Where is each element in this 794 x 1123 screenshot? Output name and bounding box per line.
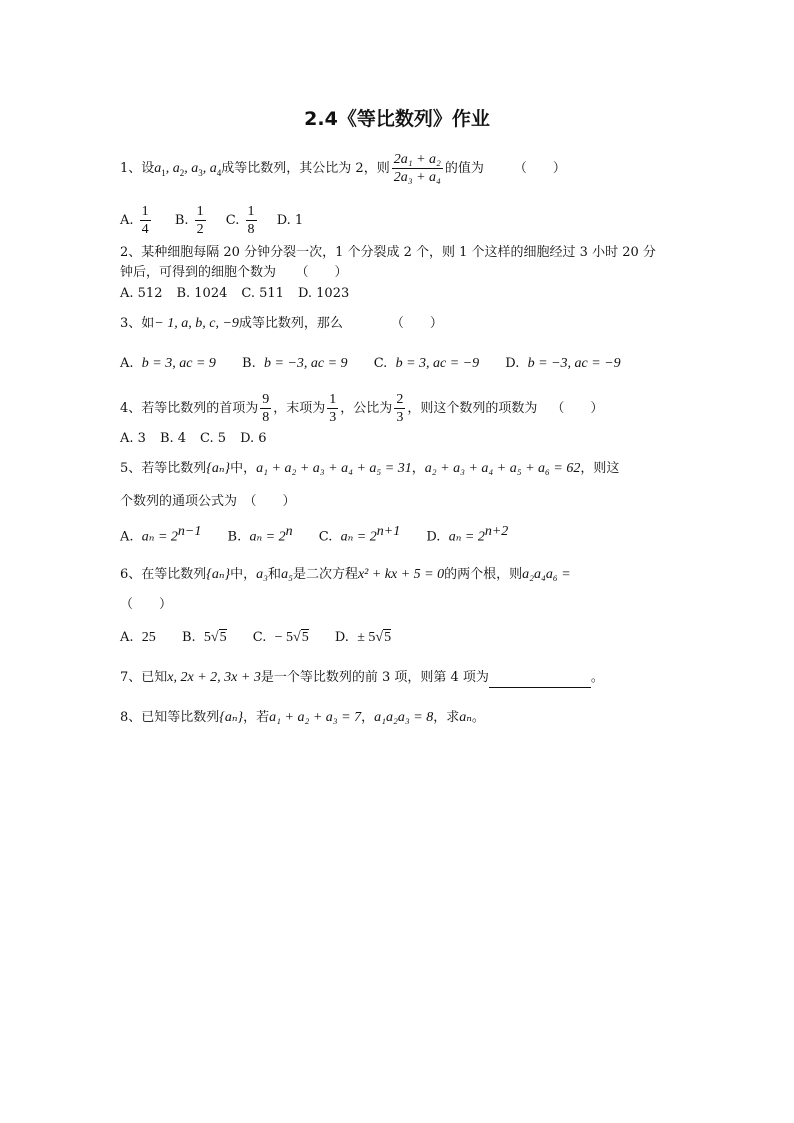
question-6-line-2: （ ） [120, 597, 173, 612]
question-6-options: A. 25 B. 5√5 C. − 5√5 D. ± 5√5 [120, 630, 392, 645]
option-b-fraction: $\frac{1}{2}$ [196, 204, 204, 237]
question-2-line-2: 钟后，可得到的细胞个数为 （ ） [120, 265, 348, 280]
question-7: 7、已知x, 2x + 2, 3x + 3是一个等比数列的前 3 项，则第 4 项为 。 [120, 668, 604, 688]
question-5: 5、若等比数列{aₙ}中，a₁ + a₂ + a₃ + a₄ + a₅ = 31，a₂ + a₃ + a₄ + a₅ + a₆ = 62，则这 [120, 461, 620, 476]
question-3: 3、如− 1, a, b, c, −9成等比数列，那么 （ ） [120, 316, 443, 331]
question-5-line-2: 个数列的通项公式为 （ ） [120, 494, 296, 509]
question-2-options: A. 512 B. 1024 C. 511 D. 1023 [120, 286, 350, 301]
question-4-options: A. 3 B. 4 C. 5 D. 6 [120, 431, 267, 446]
ratio-fraction: $\frac{\text{2a₁ + a₂}}{\text{2a₃ + a₄}}$ [393, 152, 441, 185]
sequence-terms: $a_1$, $a_2$, $a_3$, $a_4$ [154, 161, 222, 178]
question-4: 4、若等比数列的首项为 $\frac{9}{8}$ ，末项为 $\frac{1}{3}$ ，公比为 $\frac{2}{3}$ ，则这个数列的项数为 （ ） [120, 392, 604, 425]
question-1: 1、设$a_1$, $a_2$, $a_3$, $a_4$成等比数列，其公比为 2，则 $\frac{\text{2a₁ + a₂}}{\text{2a₃ + a₄}}$ 的值为 （ ） [120, 152, 566, 185]
page-title: 2.4《等比数列》作业 [304, 108, 490, 130]
question-2-line-1: 2、某种细胞每隔 20 分钟分裂一次，1 个分裂成 2 个，则 1 个这样的细胞经过 3 小时 20 分 [120, 245, 656, 260]
answer-paren: （ ） [513, 161, 566, 176]
question-8: 8、已知等比数列{aₙ}，若a₁ + a₂ + a₃ = 7，a₁a₂a₃ = 8，求aₙ。 [120, 710, 485, 725]
option-a-fraction: $\frac{1}{4}$ [141, 204, 149, 237]
question-6: 6、在等比数列{aₙ}中，a₃和a₅是二次方程x² + kx + 5 = 0的两个根，则a₂a₄a₆ = [120, 567, 571, 582]
answer-blank [489, 673, 591, 688]
question-3-options: A. b = 3, ac = 9 B. b = −3, ac = 9 C. b = 3, ac = −9 D. b = −3, ac = −9 [120, 356, 621, 371]
option-c-fraction: $\frac{1}{8}$ [247, 204, 255, 237]
question-1-options: A. $\frac{1}{4}$ B. $\frac{1}{2}$ C. $\frac{1}{8}$ D. 1 [120, 204, 304, 237]
question-5-options: A. $a_n = 2^{n-1}$ B. $a_n = 2^n$ C. $a_n = 2^{n+1}$ D. $a_n = 2^{n+2}$ [120, 524, 509, 545]
